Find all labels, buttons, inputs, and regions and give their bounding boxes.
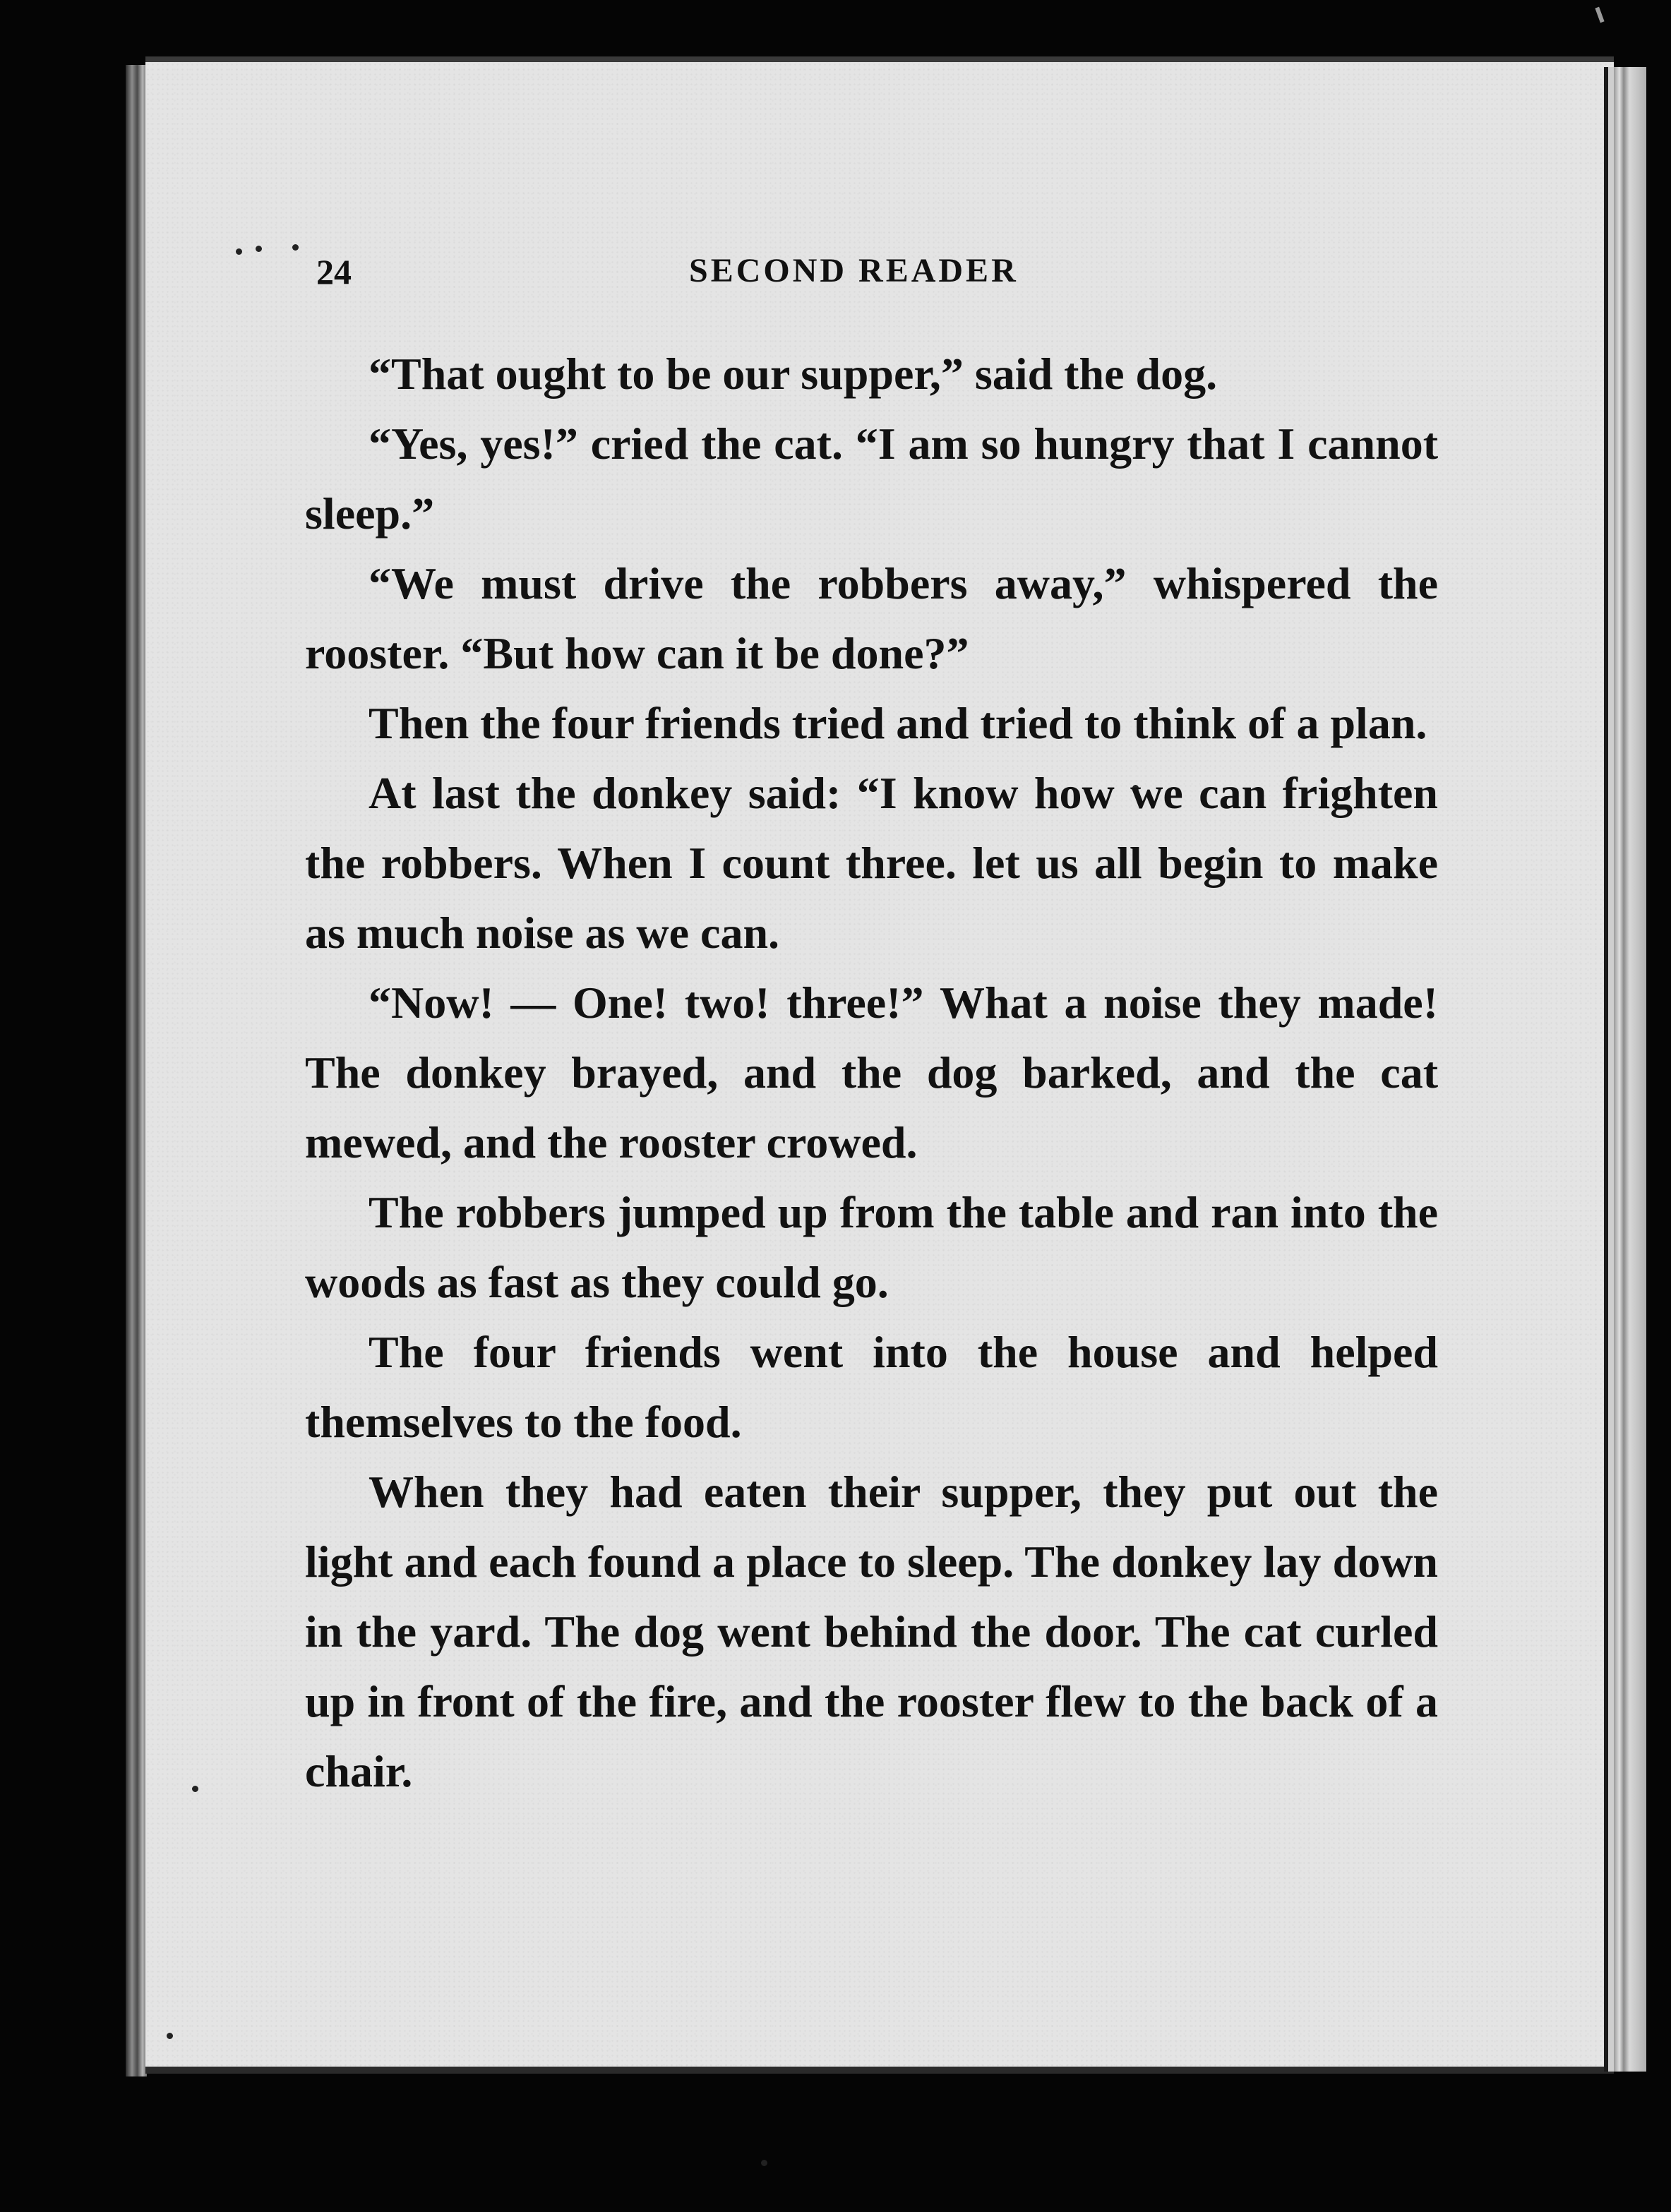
body-text xyxy=(305,339,1438,1806)
scan-speck xyxy=(761,2160,767,2166)
next-page-edge xyxy=(1604,67,1646,2072)
paragraph: When they had eaten their supper, they put out the light and each found a place to sleep. The donkey lay down in the yard. The dog went behind the door. The cat curled up in front of the fire, and the rooster flew to the back of a chair. xyxy=(305,1467,1438,1796)
scan-artifact-mark xyxy=(1595,7,1604,23)
scan-speck xyxy=(292,244,299,251)
scan-speck xyxy=(192,1786,198,1792)
paragraph: The four friends went into the house and helped themselves to the food. xyxy=(305,1327,1438,1447)
paragraph: “We must drive the robbers away,” whispered the rooster. “But how can it be done?” xyxy=(305,558,1438,678)
running-head-title: SECOND READER xyxy=(689,252,1019,289)
running-head xyxy=(145,251,1614,294)
paragraph: At last the donkey said: “I know how we can frighten the robbers. When I count three. let us all begin to make as much noise as we can. xyxy=(305,768,1438,958)
paragraph: “Yes, yes!” cried the cat. “I am so hungry that I cannot sleep.” xyxy=(305,419,1438,539)
page-number: 24 xyxy=(316,252,352,291)
scan-speck xyxy=(167,2033,173,2039)
paragraph: “Now! — One! two! three!” What a noise they made! The donkey brayed, and the dog barked, and the cat mewed, and the rooster crowed. xyxy=(305,978,1438,1167)
paragraph: “That ought to be our supper,” said the dog. xyxy=(369,349,1218,399)
paragraph: The robbers jumped up from the table and ran into the woods as fast as they could go. xyxy=(305,1187,1438,1307)
book-binding-edge xyxy=(126,65,147,2076)
paragraph: Then the four friends tried and tried to think of a plan. xyxy=(369,698,1427,748)
